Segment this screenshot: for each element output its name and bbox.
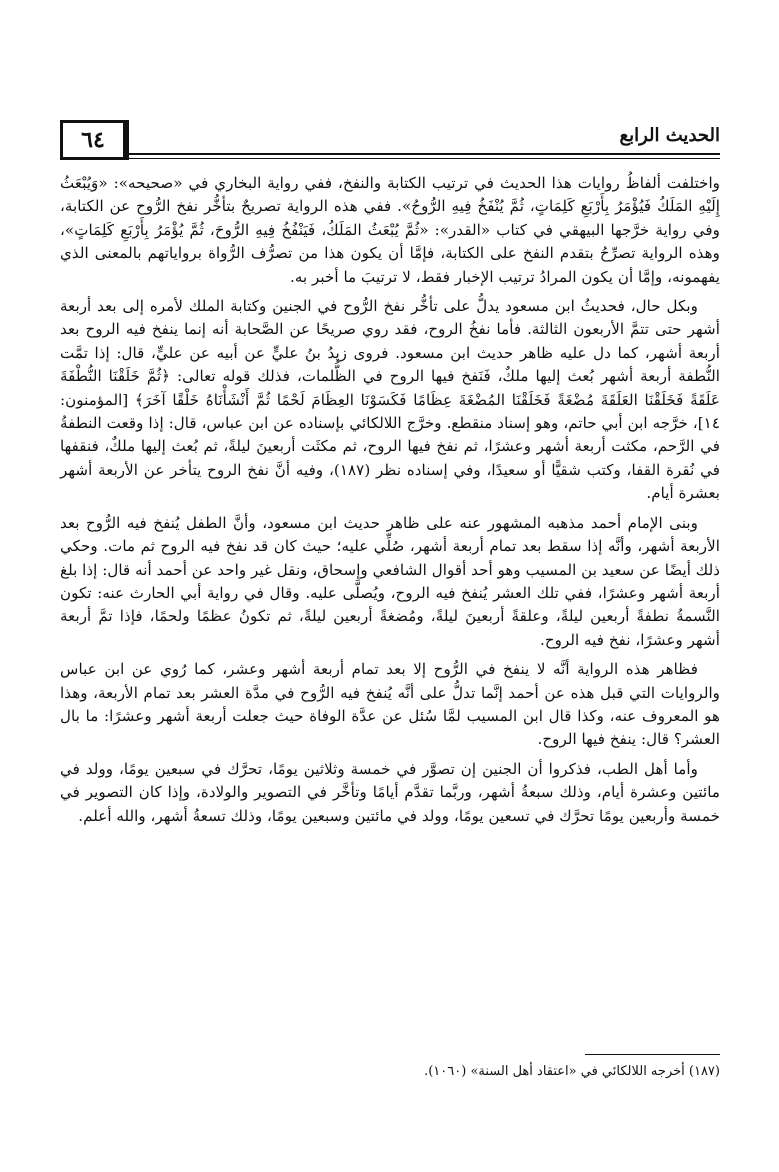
- paragraph: واختلفت ألفاظُ روايات هذا الحديث في ترتيب الكتابة والنفخ، ففي رواية البخاري في «صحيحه»: «وَيُبْعَثُ إِلَيْهِ المَلَكُ فَيُؤْمَرُ بِأَرْبَعِ كَلِمَاتٍ، ثُمَّ يُنْفَخُ فِيهِ الرُّوحُ». ففي هذه الرواية تصريحٌ بتأخُّر نفخ الرُّوح عن الكتابة، وفي رواية خرَّجها البيهقي في كتاب «القدر»: «ثُمَّ يُبْعَثُ المَلَكُ، فَيَنْفُخُ فِيهِ الرُّوحَ، ثُمَّ يُؤْمَرُ بِأَرْبَعِ كَلِمَاتٍ»، وهذه الرواية تصرِّحُ بتقدم النفخ على الكتابة، فإمَّا أن يكون هذا من تصرُّف الرُّواة برواياتهم بالمعنى الذي يفهمونه، وإمَّا أن يكون المرادُ ترتيب الإخبار فقط، لا ترتيبَ ما أخبر به.: [60, 174, 720, 286]
- paragraph: وبنى الإمام أحمد مذهبه المشهور عنه على ظاهر حديث ابن مسعود، وأنَّ الطفل يُنفخ فيه الرُّوح بعد الأربعة أشهر، وأنَّه إذا سقط بعد تمام أربعة أشهر، صُلِّي عليه؛ حيث كان قد نفخ فيه الروح ثم مات. وحكي ذلك أيضًا عن سعيد بن المسيب وهو أحد أقوال الشافعي وإسحاق، ونقل غير واحد عن أحمد أنه قال: إذا بلغ أربعة أشهر وعشرًا، ففي تلك العشر يُنفخ فيه الروح، ويُصلَّى عليه. وقال في رواية أبي الحارث عنه: تكون النَّسمةُ نطفةً أربعين ليلةً، وعلقةً أربعينَ ليلةً، ومُضغةً أربعين ليلةً، ثم تكونُ عظمًا ولحمًا، فإذا تمَّ أربعة أشهر وعشرًا، نفخ فيه الروح.: [60, 513, 720, 649]
- paragraph: فظاهر هذه الرواية أنَّه لا ينفخ في الرُّوح إلا بعد تمام أربعة أشهر وعشر، كما رُوي عن ابن عباس والروايات التي قبل هذه عن أحمد إنَّما تدلُّ على أنَّه يُنفخ فيه الرُّوح في مدَّة العشر بعد تمام الأربعة، وهذا هو المعروف عنه، وكذا قال ابن المسيب لمَّا سُئل عن عدَّة الوفاة حيث جعلت أربعة أشهر وعشرًا: ما بال العشر؟ قال: ينفخ فيها الروح.: [60, 660, 720, 749]
- paragraph: وأما أهل الطب، فذكروا أن الجنين إن تصوَّر في خمسة وثلاثين يومًا، تحرَّك في سبعين يومًا، وولد في مائتين وعشرة أيام، وذلك سبعةُ أشهر، وربَّما تقدَّم أيامًا وتأخَّر في التصوير والولادة، وإذا كان التصوير في خمسة وأربعين يومًا تحرَّك في تسعين يومًا، وولد في مائتين وسبعين يومًا، وذلك تسعةُ أشهر، والله أعلم.: [60, 759, 720, 825]
- body-text: [60, 172, 720, 834]
- page-header: [60, 118, 720, 158]
- header-rule-thin: [126, 158, 720, 159]
- footnote: (١٨٧) أخرجه اللالكائي في «اعتقاد أهل السنة» (١٠٦٠).: [424, 1064, 720, 1079]
- paragraph: وبكل حال، فحديثُ ابن مسعود يدلُّ على تأخُّر نفخ الرُّوح في الجنين وكتابة الملك لأمره إلى بعد أربعة أشهر حتى تتمَّ الأربعون الثالثة. فأما نفخُ الروح، فقد روي صريحًا عن الصَّحابة أنه إنما ينفخ فيه الروح بعد أربعة أشهر، كما دل عليه ظاهر حديث ابن مسعود. فروى زيدُ بنُ عليٍّ عن أبيه عن عليٍّ، قال: إذا تمَّت النُّطفة أربعة أشهر بُعث إليها ملكٌ، فَنَفخ فيها الروح في الظُّلمات، فذلك قوله تعالى: ﴿ثُمَّ خَلَقْنَا النُّطْفَةَ عَلَقَةً فَخَلَقْنَا العَلَقَةَ مُضْغَةً فَخَلَقْنَا المُضْغَةَ عِظَامًا فَكَسَوْنَا العِظَامَ لَحْمًا ثُمَّ أَنْشَأْنَاهُ خَلْقًا آخَرَ﴾ [المؤمنون: ١٤]، خرَّجه ابن أبي حاتم، وهو إسناد منقطع. وخرَّج اللالكائي بإسناده عن ابن عباس، قال: إذا وقعت النطفةُ في الرَّحم، مكثت أربعة أشهر وعشرًا، ثم نفخ فيها الروح، ثم مكثَت أربعينَ ليلةً، ثم بُعث إليها ملكٌ، فنقفها في نُقرة القفا، وكتب شقيًّا أو سعيدًا، وفي إسناده نظر (١٨٧)، وفيه أنَّ نفخ الروح يتأخر عن الأربعة أشهر بعشرة أيام.: [60, 297, 720, 503]
- header-rule: [126, 153, 720, 155]
- footnote-rule: [585, 1054, 720, 1055]
- running-title: الحديث الرابع: [619, 125, 720, 146]
- page-number: ٦٤: [60, 120, 129, 160]
